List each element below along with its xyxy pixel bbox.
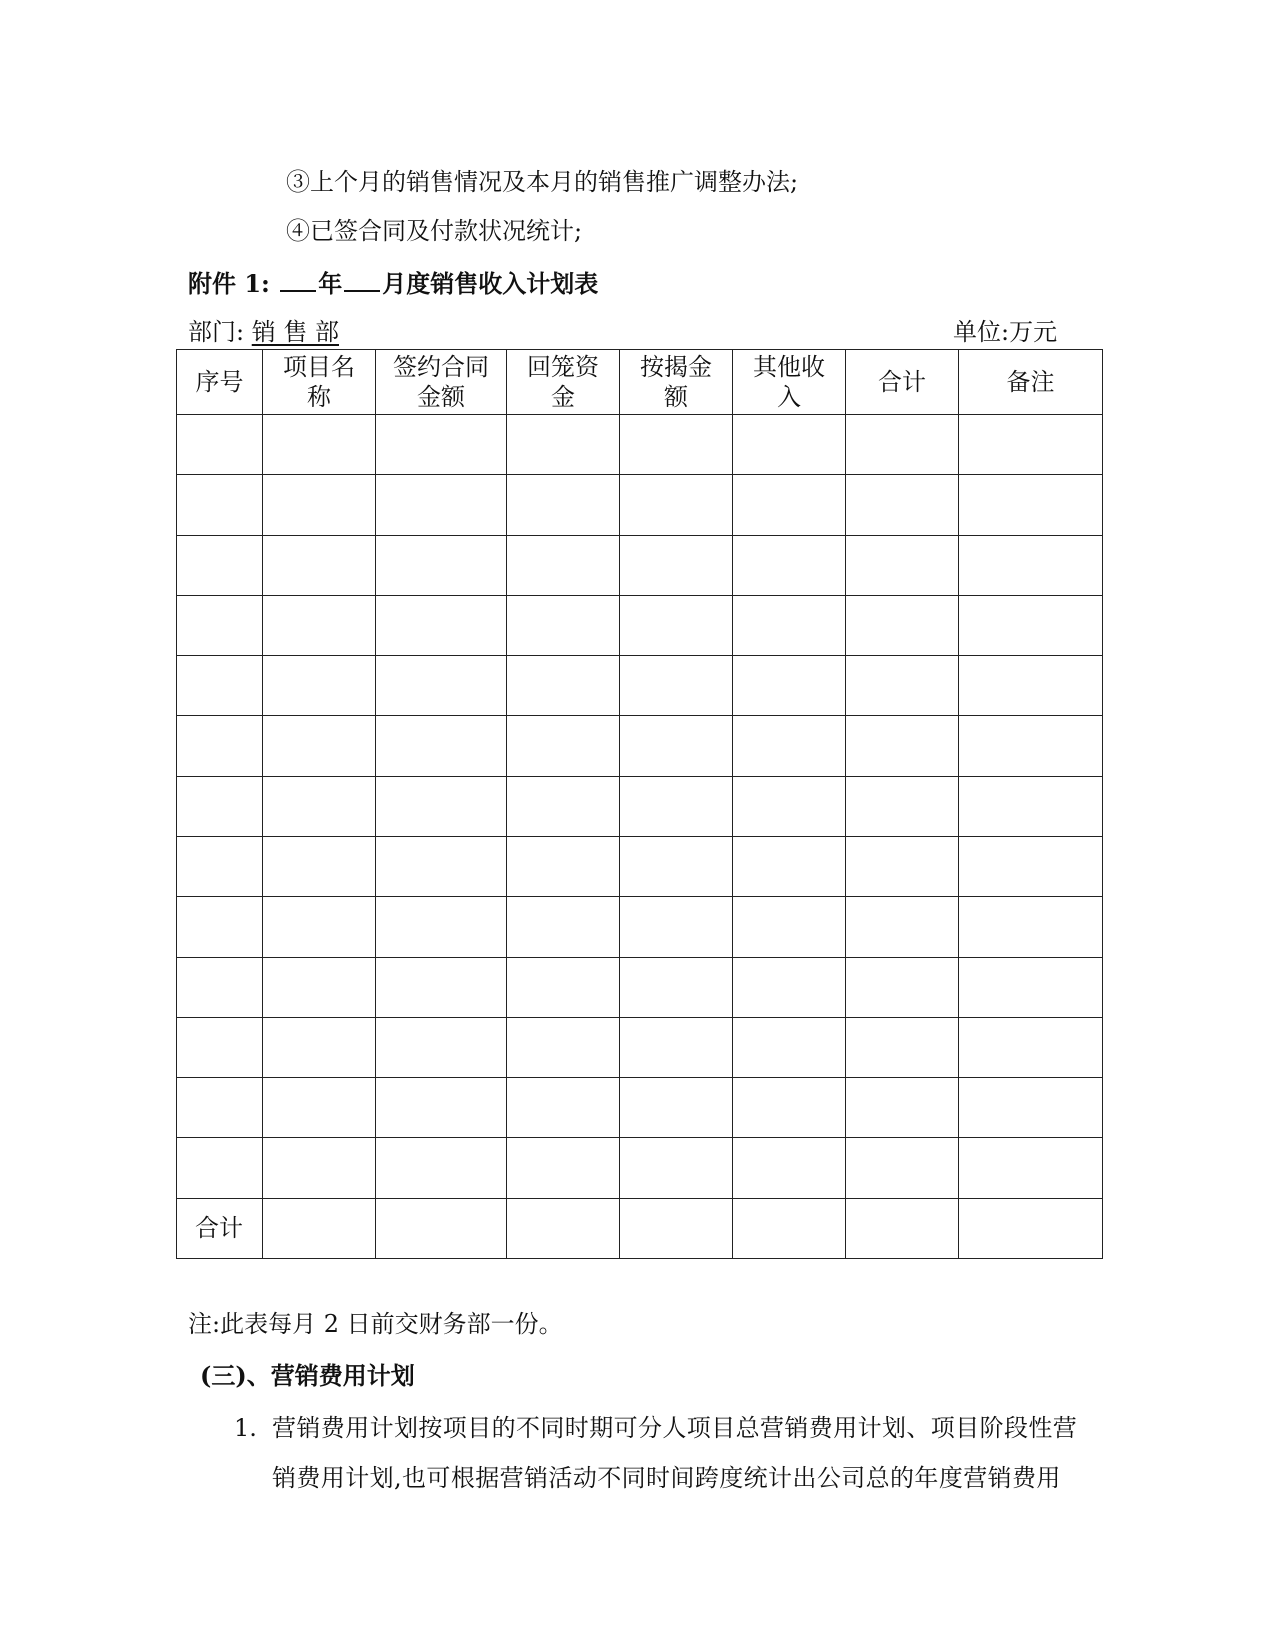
- table-cell: [263, 535, 376, 595]
- table-cell: [376, 716, 507, 776]
- month-blank: [344, 268, 380, 292]
- table-cell: [733, 415, 846, 475]
- table-cell: [263, 1138, 376, 1198]
- table-row: [177, 1078, 1103, 1138]
- table-cell: [733, 1017, 846, 1077]
- table-cell: [620, 1017, 733, 1077]
- table-cell: [733, 1078, 846, 1138]
- table-cell: [959, 1138, 1103, 1198]
- table-cell: [620, 776, 733, 836]
- table-cell: [620, 1078, 733, 1138]
- table-cell: [959, 1198, 1103, 1258]
- table-cell: [177, 475, 263, 535]
- intro-item-3: ③上个月的销售情况及本月的销售推广调整办法;: [286, 168, 799, 196]
- table-cell: [620, 836, 733, 896]
- table-cell: [507, 475, 620, 535]
- table-cell: [507, 656, 620, 716]
- table-cell: [177, 1138, 263, 1198]
- table-cell: [620, 415, 733, 475]
- table-cell: [846, 475, 959, 535]
- table-cell: [376, 1017, 507, 1077]
- table-cell: [846, 535, 959, 595]
- attachment-prefix: 附件 1:: [188, 269, 270, 298]
- table-cell: [177, 595, 263, 655]
- table-cell: [263, 656, 376, 716]
- table-cell: [733, 716, 846, 776]
- table-cell: [507, 1078, 620, 1138]
- header-project-name: 项目名称: [263, 350, 376, 415]
- table-cell: [177, 1017, 263, 1077]
- table-cell: [620, 1138, 733, 1198]
- attachment-title: [188, 268, 598, 300]
- table-cell: [376, 1078, 507, 1138]
- table-total-row: [177, 1198, 1103, 1258]
- year-blank: [280, 268, 316, 292]
- table-row: [177, 475, 1103, 535]
- table-cell: [177, 836, 263, 896]
- table-row: [177, 1138, 1103, 1198]
- table-cell: [507, 1138, 620, 1198]
- table-cell: [733, 897, 846, 957]
- table-cell: [733, 957, 846, 1017]
- unit-label: 单位:万元: [953, 318, 1058, 346]
- table-cell: [959, 656, 1103, 716]
- list-item-number: 1.: [234, 1414, 257, 1442]
- table-cell: [846, 776, 959, 836]
- table-cell: [846, 897, 959, 957]
- table-cell: [959, 535, 1103, 595]
- table-cell: [959, 776, 1103, 836]
- table-cell: [177, 415, 263, 475]
- table-cell: [376, 475, 507, 535]
- table-cell: [507, 595, 620, 655]
- section-title: (三)、营销费用计划: [200, 1361, 415, 1390]
- table-row: [177, 1017, 1103, 1077]
- table-cell: [263, 415, 376, 475]
- table-cell: [507, 957, 620, 1017]
- table-cell: [376, 1198, 507, 1258]
- table-cell: [733, 1198, 846, 1258]
- table-cell: [733, 776, 846, 836]
- table-cell: [263, 475, 376, 535]
- table-cell: [263, 957, 376, 1017]
- table-cell: [376, 836, 507, 896]
- table-cell: [959, 957, 1103, 1017]
- table-row: [177, 415, 1103, 475]
- table-cell: [620, 1198, 733, 1258]
- table-cell: [846, 1017, 959, 1077]
- table-cell: [507, 776, 620, 836]
- table-cell: [376, 897, 507, 957]
- table-cell: [263, 1017, 376, 1077]
- table-cell: [620, 716, 733, 776]
- department-line: [188, 316, 339, 348]
- table-cell: [846, 957, 959, 1017]
- table-cell: [620, 595, 733, 655]
- header-mortgage-amount: 按揭金额: [620, 350, 733, 415]
- table-cell: [733, 535, 846, 595]
- table-cell: [959, 415, 1103, 475]
- header-serial: 序号: [177, 350, 263, 415]
- table-cell: [959, 836, 1103, 896]
- table-cell: [376, 415, 507, 475]
- table-cell: [507, 415, 620, 475]
- department-value: 销 售 部: [251, 318, 339, 346]
- table-cell: [376, 595, 507, 655]
- table-cell: [846, 1138, 959, 1198]
- table-row: [177, 535, 1103, 595]
- table-cell: [177, 1078, 263, 1138]
- table-cell: [959, 475, 1103, 535]
- table-cell: [177, 535, 263, 595]
- table-cell: [507, 1198, 620, 1258]
- table-cell: [846, 1198, 959, 1258]
- table-cell: [846, 656, 959, 716]
- table-cell: [376, 535, 507, 595]
- table-row: [177, 836, 1103, 896]
- header-collected-funds: 回笼资金: [507, 350, 620, 415]
- list-item-line-1: 营销费用计划按项目的不同时期可分人项目总营销费用计划、项目阶段性营: [272, 1414, 1078, 1442]
- table-cell: [620, 957, 733, 1017]
- table-cell: [733, 595, 846, 655]
- table-cell: [507, 836, 620, 896]
- table-cell: [846, 1078, 959, 1138]
- table-row: [177, 656, 1103, 716]
- table-cell: [376, 957, 507, 1017]
- table-cell: [263, 836, 376, 896]
- table-cell: [376, 656, 507, 716]
- table-cell: [177, 656, 263, 716]
- table-row: [177, 897, 1103, 957]
- table-cell: [263, 716, 376, 776]
- table-cell: [620, 535, 733, 595]
- table-row: [177, 716, 1103, 776]
- table-cell: [959, 1017, 1103, 1077]
- table-cell: [263, 1078, 376, 1138]
- header-remarks: 备注: [959, 350, 1103, 415]
- table-cell: [846, 836, 959, 896]
- table-cell: [959, 595, 1103, 655]
- header-contract-amount: 签约合同金额: [376, 350, 507, 415]
- table-cell: [177, 957, 263, 1017]
- table-cell: [507, 716, 620, 776]
- attachment-suffix: 月度销售收入计划表: [382, 269, 599, 298]
- table-body: [177, 415, 1103, 1259]
- table-note: 注:此表每月 2 日前交财务部一份。: [188, 1310, 563, 1338]
- list-item-line-2: 销费用计划,也可根据营销活动不同时间跨度统计出公司总的年度营销费用: [272, 1464, 1061, 1492]
- total-label: 合计: [177, 1198, 263, 1258]
- table-cell: [263, 1198, 376, 1258]
- table-row: [177, 776, 1103, 836]
- table-cell: [846, 415, 959, 475]
- table-cell: [959, 1078, 1103, 1138]
- table-cell: [846, 595, 959, 655]
- table-cell: [263, 776, 376, 836]
- table-cell: [376, 776, 507, 836]
- table-cell: [733, 475, 846, 535]
- table-cell: [376, 1138, 507, 1198]
- table-cell: [733, 1138, 846, 1198]
- table-row: [177, 957, 1103, 1017]
- table-cell: [620, 897, 733, 957]
- table-cell: [177, 716, 263, 776]
- department-label: 部门:: [188, 318, 245, 346]
- intro-item-4: ④已签合同及付款状况统计;: [286, 217, 583, 245]
- attachment-year: 年: [318, 269, 343, 298]
- table-cell: [263, 595, 376, 655]
- table-cell: [507, 535, 620, 595]
- table-cell: [959, 716, 1103, 776]
- table-cell: [507, 1017, 620, 1077]
- table-cell: [733, 836, 846, 896]
- table-cell: [733, 656, 846, 716]
- header-total: 合计: [846, 350, 959, 415]
- table-cell: [620, 656, 733, 716]
- table-cell: [177, 776, 263, 836]
- table-cell: [846, 716, 959, 776]
- table-cell: [507, 897, 620, 957]
- table-row: [177, 595, 1103, 655]
- table-cell: [620, 475, 733, 535]
- table-cell: [959, 897, 1103, 957]
- header-other-income: 其他收入: [733, 350, 846, 415]
- sales-income-plan-table: [176, 349, 1103, 1259]
- table-cell: [263, 897, 376, 957]
- table-header-row: [177, 350, 1103, 415]
- table-cell: [177, 897, 263, 957]
